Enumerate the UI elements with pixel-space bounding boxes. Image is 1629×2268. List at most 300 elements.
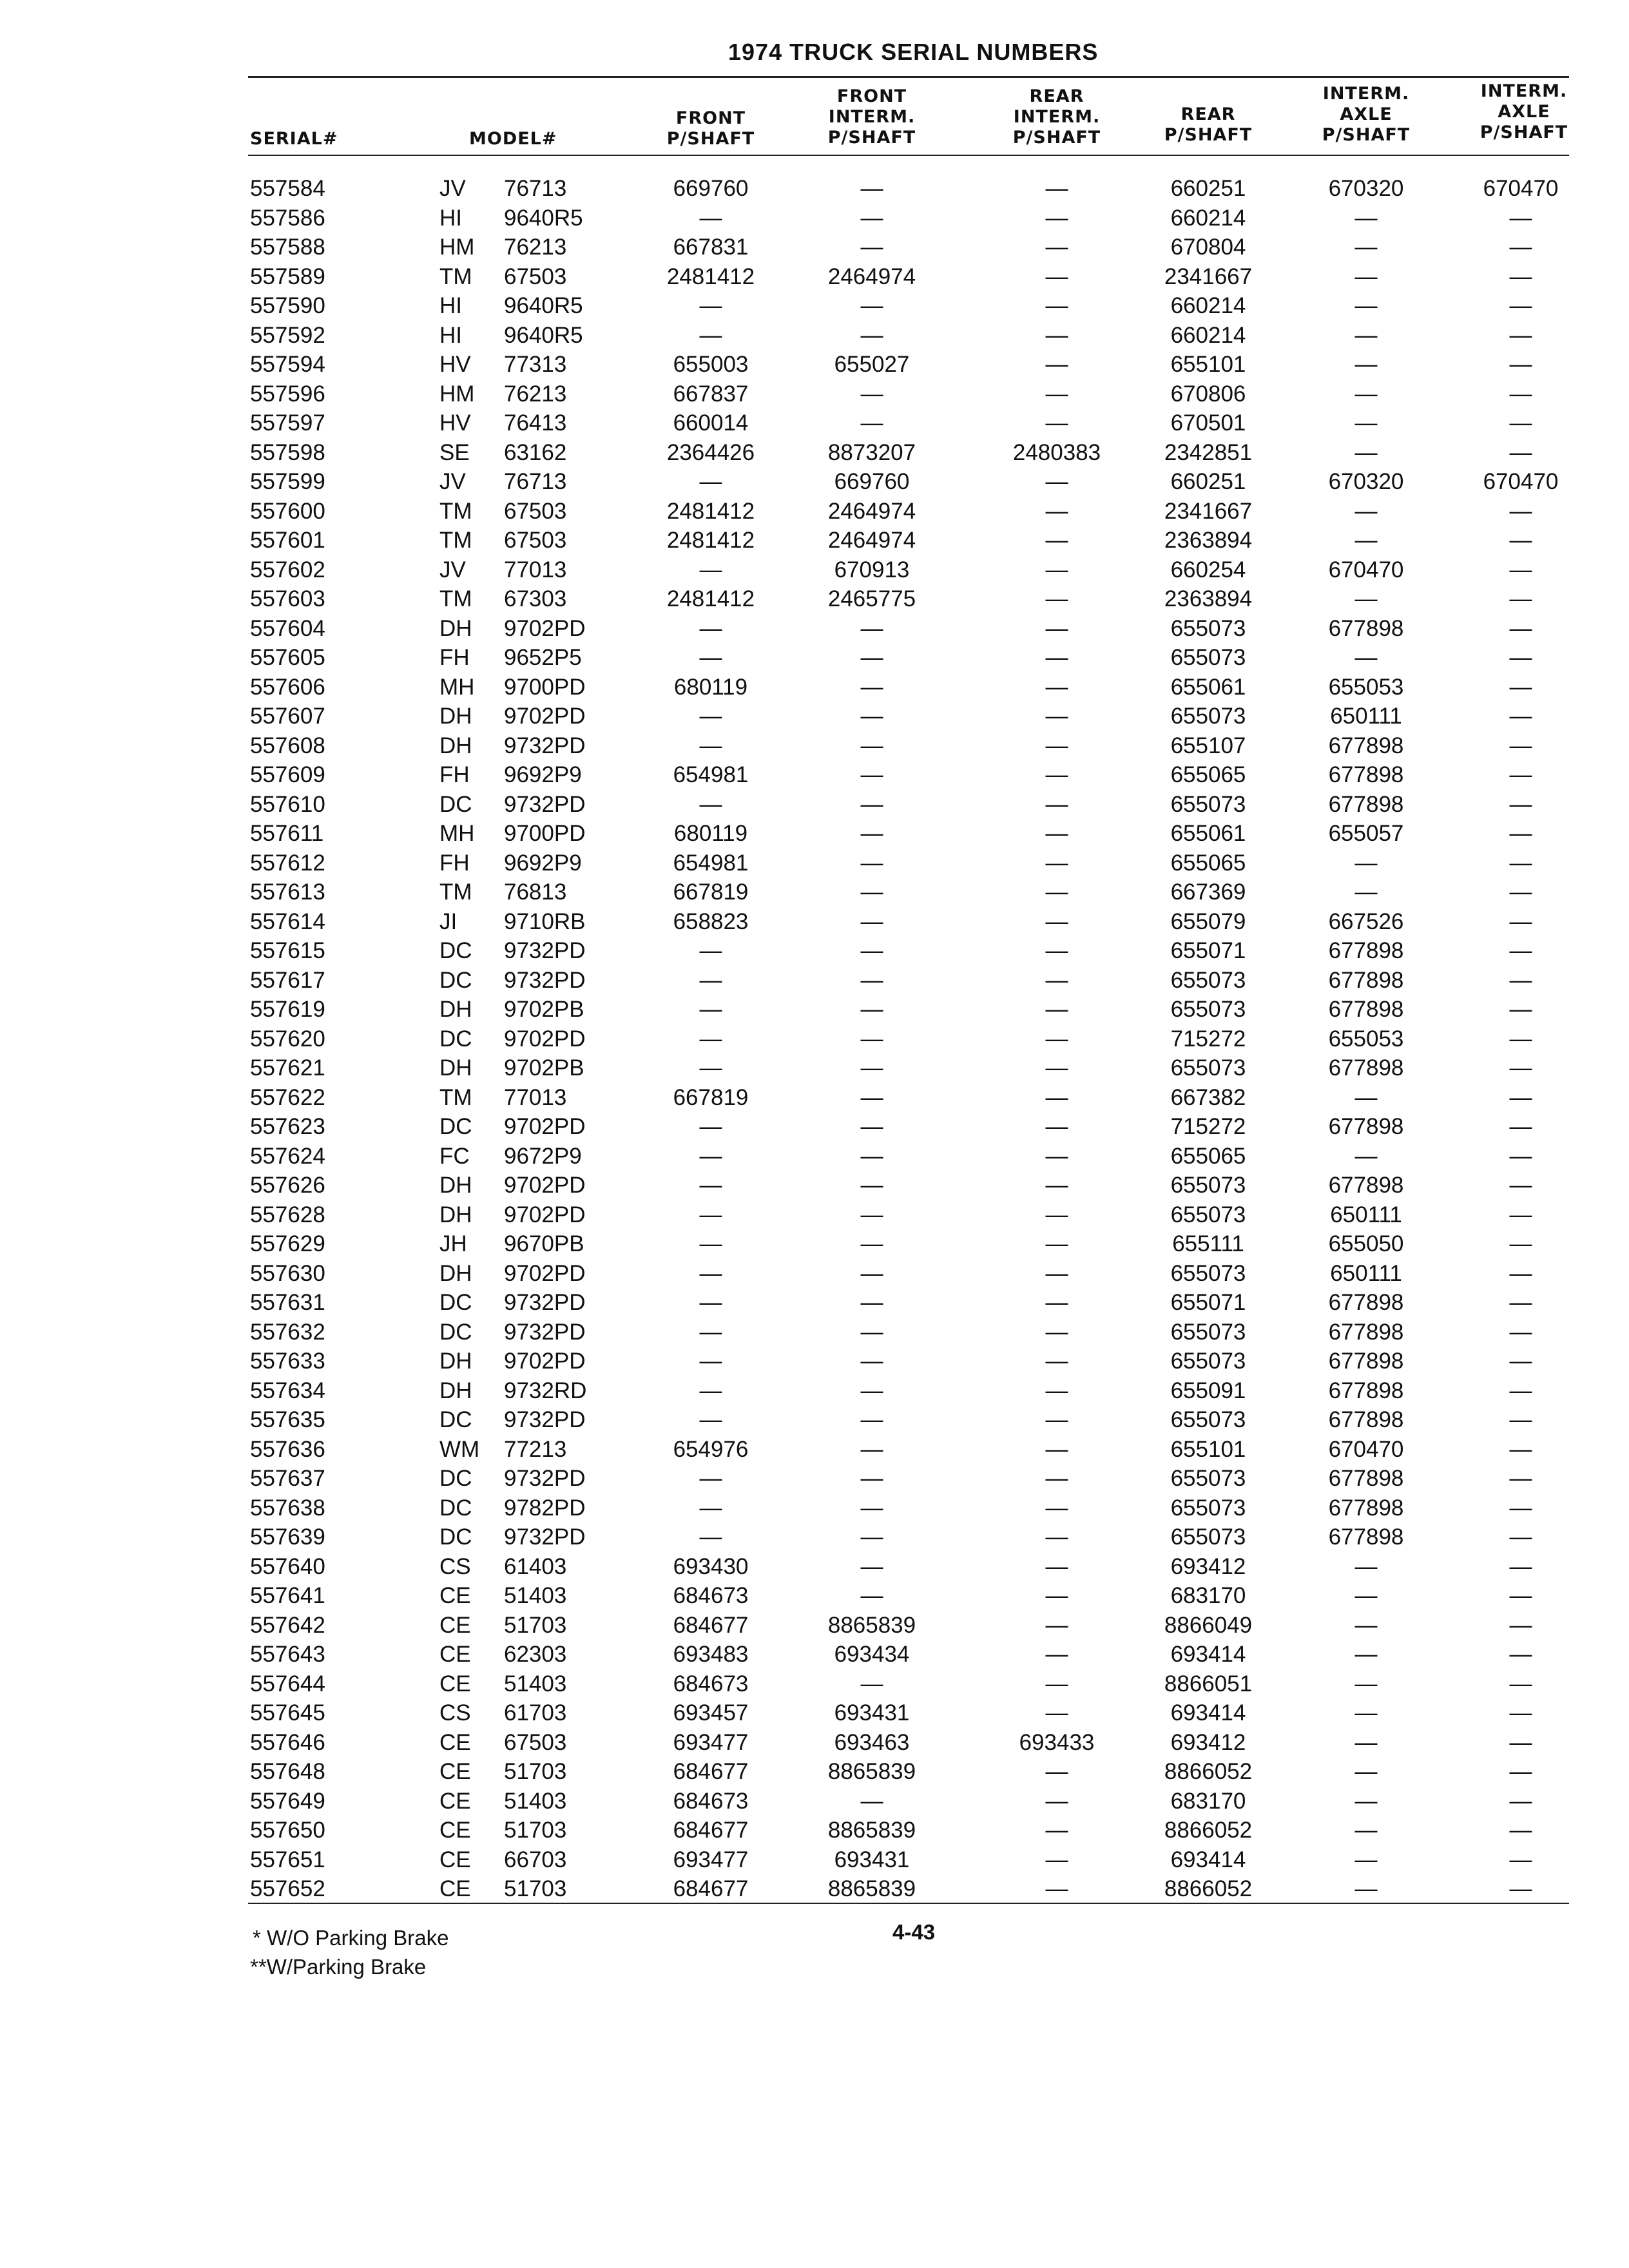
- front-pshaft-cell: 655003: [673, 352, 749, 377]
- model-number-cell: 9672P9: [504, 1143, 582, 1169]
- front-interm-cell: —: [860, 967, 883, 993]
- rear-interm-cell: —: [1045, 733, 1068, 758]
- serial-cell: 557626: [250, 1173, 325, 1198]
- serial-cell: 557631: [250, 1290, 325, 1315]
- table-row: [0, 1581, 1629, 1611]
- interm-axle-1-cell: 677898: [1328, 1319, 1404, 1345]
- front-pshaft-cell: —: [699, 1260, 722, 1286]
- header-front-line2: P/SHAFT: [666, 129, 755, 149]
- interm-axle-2-cell: —: [1509, 293, 1532, 318]
- model-code-cell: JV: [439, 557, 466, 582]
- interm-axle-2-cell: —: [1509, 967, 1532, 993]
- table-row: [0, 1024, 1629, 1054]
- rear-interm-cell: —: [1045, 1583, 1068, 1608]
- front-pshaft-cell: 654981: [673, 850, 749, 876]
- rear-interm-cell: —: [1045, 1173, 1068, 1198]
- model-code-cell: DC: [439, 1524, 472, 1550]
- rear-interm-cell: —: [1045, 1026, 1068, 1052]
- rear-interm-cell: —: [1045, 1700, 1068, 1725]
- rear-interm-cell: 693433: [1019, 1729, 1095, 1755]
- front-pshaft-cell: —: [699, 293, 722, 318]
- rear-interm-cell: —: [1045, 967, 1068, 993]
- interm-axle-2-cell: —: [1509, 1202, 1532, 1227]
- model-code-cell: DC: [439, 1026, 472, 1052]
- interm-axle-2-cell: —: [1509, 645, 1532, 670]
- interm-axle-2-cell: —: [1509, 1553, 1532, 1579]
- front-pshaft-cell: —: [699, 1466, 722, 1491]
- interm-axle-2-cell: —: [1509, 1026, 1532, 1052]
- table-row: [0, 819, 1629, 849]
- serial-cell: 557632: [250, 1319, 325, 1345]
- front-pshaft-cell: —: [699, 1290, 722, 1315]
- model-code-cell: DH: [439, 1378, 472, 1403]
- front-interm-cell: 670913: [834, 557, 910, 582]
- table-row: [0, 1259, 1629, 1289]
- front-interm-cell: —: [860, 1319, 883, 1345]
- rear-pshaft-cell: 715272: [1170, 1026, 1246, 1052]
- model-number-cell: 9692P9: [504, 762, 582, 787]
- interm-axle-1-cell: —: [1354, 1729, 1378, 1755]
- interm-axle-1-cell: —: [1354, 205, 1378, 231]
- serial-cell: 557592: [250, 322, 325, 348]
- model-number-cell: 9702PB: [504, 997, 584, 1022]
- header-interm-axle1-line3: P/SHAFT: [1322, 125, 1411, 145]
- front-interm-cell: —: [860, 762, 883, 787]
- front-pshaft-cell: —: [699, 1202, 722, 1227]
- table-row: [0, 1728, 1629, 1758]
- rear-pshaft-cell: 655073: [1170, 1260, 1246, 1286]
- rear-interm-cell: —: [1045, 264, 1068, 289]
- model-code-cell: FH: [439, 762, 470, 787]
- model-code-cell: HM: [439, 235, 475, 260]
- table-row: [0, 1757, 1629, 1787]
- serial-cell: 557622: [250, 1084, 325, 1110]
- model-code-cell: CE: [439, 1847, 471, 1872]
- header-front-interm-line3: P/SHAFT: [827, 128, 916, 148]
- interm-axle-2-cell: —: [1509, 1378, 1532, 1403]
- rear-pshaft-cell: 2341667: [1164, 498, 1253, 524]
- serial-cell: 557640: [250, 1553, 325, 1579]
- interm-axle-2-cell: —: [1509, 1524, 1532, 1550]
- rear-pshaft-cell: 660251: [1170, 469, 1246, 494]
- model-code-cell: TM: [439, 1084, 472, 1110]
- model-number-cell: 77313: [504, 352, 567, 377]
- interm-axle-2-cell: —: [1509, 1788, 1532, 1814]
- front-interm-cell: —: [860, 1055, 883, 1081]
- front-pshaft-cell: —: [699, 1143, 722, 1169]
- model-code-cell: CE: [439, 1729, 471, 1755]
- rear-interm-cell: —: [1045, 879, 1068, 905]
- model-code-cell: FH: [439, 850, 470, 876]
- header-rear-interm-line3: P/SHAFT: [1012, 128, 1101, 148]
- rear-pshaft-cell: 655111: [1172, 1231, 1244, 1256]
- serial-cell: 557619: [250, 997, 325, 1022]
- header-rear-line1: REAR: [1181, 104, 1236, 124]
- front-interm-cell: —: [860, 850, 883, 876]
- front-interm-cell: —: [860, 645, 883, 670]
- model-code-cell: MH: [439, 821, 475, 846]
- model-number-cell: 9702PD: [504, 1026, 586, 1052]
- rear-pshaft-cell: 655073: [1170, 997, 1246, 1022]
- interm-axle-2-cell: —: [1509, 1407, 1532, 1432]
- model-number-cell: 9692P9: [504, 850, 582, 876]
- interm-axle-2-cell: —: [1509, 1260, 1532, 1286]
- interm-axle-2-cell: —: [1509, 498, 1532, 524]
- front-interm-cell: 655027: [834, 352, 910, 377]
- rear-interm-cell: —: [1045, 1671, 1068, 1696]
- front-interm-cell: —: [860, 1524, 883, 1550]
- model-number-cell: 76413: [504, 410, 567, 436]
- interm-axle-2-cell: —: [1509, 1759, 1532, 1784]
- rear-interm-cell: —: [1045, 1642, 1068, 1667]
- interm-axle-2-cell: —: [1509, 1466, 1532, 1491]
- serial-cell: 557602: [250, 557, 325, 582]
- model-code-cell: MH: [439, 674, 475, 700]
- serial-cell: 557623: [250, 1114, 325, 1139]
- table-row: [0, 1405, 1629, 1435]
- rear-interm-cell: —: [1045, 791, 1068, 817]
- model-code-cell: SE: [439, 439, 470, 465]
- model-number-cell: 9732PD: [504, 1407, 586, 1432]
- table-row: [0, 350, 1629, 380]
- interm-axle-1-cell: 677898: [1328, 1349, 1404, 1374]
- interm-axle-2-cell: —: [1509, 674, 1532, 700]
- model-code-cell: CE: [439, 1759, 471, 1784]
- rear-interm-cell: —: [1045, 674, 1068, 700]
- model-number-cell: 76213: [504, 235, 567, 260]
- table-row: [0, 555, 1629, 585]
- interm-axle-2-cell: 670470: [1483, 469, 1559, 494]
- front-interm-cell: —: [860, 1436, 883, 1462]
- front-pshaft-cell: 693477: [673, 1729, 749, 1755]
- table-row: [0, 1787, 1629, 1816]
- serial-cell: 557599: [250, 469, 325, 494]
- rear-pshaft-cell: 655101: [1170, 352, 1246, 377]
- interm-axle-1-cell: 670470: [1328, 1436, 1404, 1462]
- front-interm-cell: —: [860, 1173, 883, 1198]
- model-number-cell: 9702PD: [504, 1260, 586, 1286]
- table-row: [0, 1669, 1629, 1699]
- header-model: MODEL#: [469, 129, 557, 149]
- rear-pshaft-cell: 655073: [1170, 1524, 1246, 1550]
- front-pshaft-cell: —: [699, 645, 722, 670]
- table-row: [0, 233, 1629, 262]
- front-pshaft-cell: —: [699, 469, 722, 494]
- front-interm-cell: —: [860, 1143, 883, 1169]
- rear-interm-cell: —: [1045, 1143, 1068, 1169]
- model-code-cell: DC: [439, 967, 472, 993]
- rear-interm-cell: —: [1045, 762, 1068, 787]
- serial-cell: 557609: [250, 762, 325, 787]
- serial-cell: 557610: [250, 791, 325, 817]
- header-front-line1: FRONT: [675, 108, 746, 128]
- model-number-cell: 9640R5: [504, 205, 583, 231]
- header-interm-axle2-line1: INTERM.: [1480, 81, 1568, 101]
- table-row: [0, 643, 1629, 673]
- model-code-cell: DC: [439, 938, 472, 963]
- table-row: [0, 702, 1629, 731]
- model-number-cell: 9702PD: [504, 1173, 586, 1198]
- serial-cell: 557606: [250, 674, 325, 700]
- rear-pshaft-cell: 670806: [1170, 381, 1246, 407]
- front-interm-cell: —: [860, 293, 883, 318]
- front-interm-cell: —: [860, 733, 883, 758]
- interm-axle-1-cell: 677898: [1328, 967, 1404, 993]
- table-row: [0, 1112, 1629, 1142]
- header-front-interm-pshaft: [801, 86, 943, 148]
- interm-axle-1-cell: 677898: [1328, 938, 1404, 963]
- model-number-cell: 62303: [504, 1642, 567, 1667]
- front-pshaft-cell: 684677: [673, 1876, 749, 1901]
- interm-axle-1-cell: —: [1354, 293, 1378, 318]
- table-row: [0, 380, 1629, 409]
- rear-pshaft-cell: 655101: [1170, 1436, 1246, 1462]
- serial-cell: 557601: [250, 528, 325, 553]
- interm-axle-1-cell: —: [1354, 498, 1378, 524]
- interm-axle-1-cell: —: [1354, 528, 1378, 553]
- model-number-cell: 9732PD: [504, 967, 586, 993]
- rear-interm-cell: —: [1045, 1319, 1068, 1345]
- interm-axle-1-cell: 677898: [1328, 762, 1404, 787]
- rear-pshaft-cell: 667382: [1170, 1084, 1246, 1110]
- model-number-cell: 9782PD: [504, 1495, 586, 1521]
- serial-cell: 557612: [250, 850, 325, 876]
- serial-cell: 557635: [250, 1407, 325, 1432]
- interm-axle-2-cell: —: [1509, 1319, 1532, 1345]
- serial-cell: 557613: [250, 879, 325, 905]
- rear-pshaft-cell: 683170: [1170, 1583, 1246, 1608]
- rear-pshaft-cell: 655073: [1170, 1055, 1246, 1081]
- model-number-cell: 51703: [504, 1818, 567, 1843]
- model-number-cell: 51403: [504, 1583, 567, 1608]
- model-code-cell: TM: [439, 586, 472, 611]
- table-row: [0, 849, 1629, 878]
- serial-cell: 557624: [250, 1143, 325, 1169]
- model-code-cell: CE: [439, 1671, 471, 1696]
- front-pshaft-cell: 693457: [673, 1700, 749, 1725]
- interm-axle-2-cell: —: [1509, 704, 1532, 729]
- model-code-cell: CS: [439, 1553, 471, 1579]
- interm-axle-2-cell: —: [1509, 1700, 1532, 1725]
- rear-interm-cell: —: [1045, 1436, 1068, 1462]
- rear-pshaft-cell: 660214: [1170, 293, 1246, 318]
- serial-cell: 557634: [250, 1378, 325, 1403]
- table-row: [0, 262, 1629, 292]
- rear-interm-cell: —: [1045, 205, 1068, 231]
- header-front-pshaft: [646, 108, 775, 149]
- model-code-cell: DH: [439, 704, 472, 729]
- table-row: [0, 1874, 1629, 1904]
- serial-cell: 557645: [250, 1700, 325, 1725]
- interm-axle-1-cell: —: [1354, 1788, 1378, 1814]
- front-interm-cell: —: [860, 1231, 883, 1256]
- table-row: [0, 1053, 1629, 1083]
- interm-axle-1-cell: —: [1354, 235, 1378, 260]
- interm-axle-2-cell: —: [1509, 1173, 1532, 1198]
- model-code-cell: CE: [439, 1876, 471, 1901]
- interm-axle-2-cell: —: [1509, 586, 1532, 611]
- rear-interm-cell: —: [1045, 1876, 1068, 1901]
- model-code-cell: TM: [439, 498, 472, 524]
- front-interm-cell: —: [860, 1114, 883, 1139]
- model-number-cell: 9732PD: [504, 1290, 586, 1315]
- interm-axle-1-cell: —: [1354, 1700, 1378, 1725]
- interm-axle-1-cell: 650111: [1330, 704, 1402, 729]
- front-pshaft-cell: 693477: [673, 1847, 749, 1872]
- interm-axle-1-cell: —: [1354, 1671, 1378, 1696]
- model-code-cell: DH: [439, 1055, 472, 1081]
- interm-axle-2-cell: —: [1509, 1847, 1532, 1872]
- table-row: [0, 1640, 1629, 1669]
- table-row: [0, 1200, 1629, 1230]
- model-code-cell: TM: [439, 528, 472, 553]
- table-row: [0, 790, 1629, 820]
- front-interm-cell: 8873207: [827, 439, 916, 465]
- model-number-cell: 77013: [504, 1084, 567, 1110]
- front-pshaft-cell: 2481412: [666, 498, 755, 524]
- front-interm-cell: —: [860, 997, 883, 1022]
- front-pshaft-cell: —: [699, 791, 722, 817]
- front-pshaft-cell: —: [699, 1319, 722, 1345]
- rear-pshaft-cell: 655073: [1170, 704, 1246, 729]
- front-pshaft-cell: 667819: [673, 879, 749, 905]
- front-interm-cell: 693431: [834, 1700, 910, 1725]
- front-pshaft-cell: —: [699, 1349, 722, 1374]
- serial-cell: 557639: [250, 1524, 325, 1550]
- rear-interm-cell: —: [1045, 938, 1068, 963]
- model-number-cell: 76713: [504, 469, 567, 494]
- footnote-w-parking-brake: **W/Parking Brake: [250, 1955, 427, 1979]
- front-interm-cell: —: [860, 1407, 883, 1432]
- interm-axle-1-cell: —: [1354, 1553, 1378, 1579]
- model-number-cell: 9700PD: [504, 821, 586, 846]
- footnote-wo-parking-brake: * W/O Parking Brake: [253, 1926, 449, 1950]
- interm-axle-1-cell: 667526: [1328, 908, 1404, 934]
- rear-interm-cell: —: [1045, 1378, 1068, 1403]
- serial-cell: 557594: [250, 352, 325, 377]
- rear-interm-cell: —: [1045, 235, 1068, 260]
- rear-pshaft-cell: 2342851: [1164, 439, 1253, 465]
- model-number-cell: 51403: [504, 1671, 567, 1696]
- table-row: [0, 1464, 1629, 1494]
- front-pshaft-cell: 684677: [673, 1612, 749, 1638]
- interm-axle-2-cell: —: [1509, 850, 1532, 876]
- model-number-cell: 9702PD: [504, 615, 586, 641]
- rear-interm-cell: —: [1045, 1818, 1068, 1843]
- model-number-cell: 51703: [504, 1876, 567, 1901]
- front-interm-cell: 8865839: [827, 1876, 916, 1901]
- interm-axle-2-cell: —: [1509, 879, 1532, 905]
- rear-pshaft-cell: 8866049: [1164, 1612, 1253, 1638]
- front-pshaft-cell: 658823: [673, 908, 749, 934]
- front-interm-cell: —: [860, 1671, 883, 1696]
- rear-pshaft-cell: 655073: [1170, 967, 1246, 993]
- serial-cell: 557649: [250, 1788, 325, 1814]
- table-row: [0, 907, 1629, 937]
- front-pshaft-cell: 667819: [673, 1084, 749, 1110]
- model-number-cell: 76813: [504, 879, 567, 905]
- front-pshaft-cell: 680119: [673, 674, 748, 700]
- interm-axle-2-cell: —: [1509, 762, 1532, 787]
- model-number-cell: 67303: [504, 586, 567, 611]
- model-code-cell: CE: [439, 1818, 471, 1843]
- serial-cell: 557605: [250, 645, 325, 670]
- model-code-cell: DC: [439, 791, 472, 817]
- interm-axle-2-cell: —: [1509, 1055, 1532, 1081]
- interm-axle-1-cell: 655057: [1328, 821, 1404, 846]
- rear-interm-cell: —: [1045, 615, 1068, 641]
- rear-pshaft-cell: 693412: [1170, 1553, 1246, 1579]
- model-number-cell: 9702PD: [504, 1114, 586, 1139]
- serial-cell: 557608: [250, 733, 325, 758]
- interm-axle-1-cell: 677898: [1328, 997, 1404, 1022]
- table-row: [0, 1816, 1629, 1845]
- model-code-cell: CE: [439, 1612, 471, 1638]
- rear-pshaft-cell: 655065: [1170, 762, 1246, 787]
- table-bottom-rule: [248, 1903, 1569, 1904]
- rear-interm-cell: —: [1045, 381, 1068, 407]
- interm-axle-1-cell: 670470: [1328, 557, 1404, 582]
- header-rear-interm-line2: INTERM.: [1013, 107, 1101, 127]
- header-rear-interm-pshaft: [986, 86, 1128, 148]
- table-row: [0, 438, 1629, 468]
- front-interm-cell: —: [860, 1084, 883, 1110]
- rear-interm-cell: —: [1045, 322, 1068, 348]
- model-code-cell: HI: [439, 205, 462, 231]
- interm-axle-2-cell: —: [1509, 1495, 1532, 1521]
- interm-axle-2-cell: —: [1509, 205, 1532, 231]
- rear-interm-cell: —: [1045, 1612, 1068, 1638]
- model-number-cell: 67503: [504, 498, 567, 524]
- model-number-cell: 66703: [504, 1847, 567, 1872]
- rear-pshaft-cell: 667369: [1170, 879, 1246, 905]
- interm-axle-2-cell: —: [1509, 997, 1532, 1022]
- interm-axle-1-cell: —: [1354, 645, 1378, 670]
- front-interm-cell: 693431: [834, 1847, 910, 1872]
- rear-pshaft-cell: 670804: [1170, 235, 1246, 260]
- rear-interm-cell: —: [1045, 498, 1068, 524]
- front-pshaft-cell: 693430: [673, 1553, 749, 1579]
- model-number-cell: 77213: [504, 1436, 567, 1462]
- table-row: [0, 1435, 1629, 1465]
- rear-interm-cell: —: [1045, 1055, 1068, 1081]
- table-row: [0, 497, 1629, 526]
- interm-axle-2-cell: —: [1509, 1143, 1532, 1169]
- rear-interm-cell: —: [1045, 352, 1068, 377]
- serial-cell: 557604: [250, 615, 325, 641]
- rear-interm-cell: —: [1045, 469, 1068, 494]
- table-row: [0, 1552, 1629, 1582]
- interm-axle-1-cell: 677898: [1328, 1114, 1404, 1139]
- interm-axle-2-cell: —: [1509, 1290, 1532, 1315]
- table-row: [0, 731, 1629, 761]
- interm-axle-1-cell: —: [1354, 352, 1378, 377]
- model-number-cell: 9702PD: [504, 704, 586, 729]
- rear-pshaft-cell: 2341667: [1164, 264, 1253, 289]
- header-front-interm-line2: INTERM.: [828, 107, 916, 127]
- interm-axle-2-cell: —: [1509, 821, 1532, 846]
- interm-axle-1-cell: —: [1354, 1818, 1378, 1843]
- rear-interm-cell: —: [1045, 1788, 1068, 1814]
- rear-interm-cell: —: [1045, 1553, 1068, 1579]
- rear-pshaft-cell: 655073: [1170, 1495, 1246, 1521]
- interm-axle-2-cell: 670470: [1483, 176, 1559, 201]
- table-row: [0, 1347, 1629, 1376]
- rear-pshaft-cell: 693414: [1170, 1642, 1246, 1667]
- model-code-cell: DH: [439, 1260, 472, 1286]
- model-number-cell: 9702PD: [504, 1349, 586, 1374]
- rear-interm-cell: —: [1045, 1260, 1068, 1286]
